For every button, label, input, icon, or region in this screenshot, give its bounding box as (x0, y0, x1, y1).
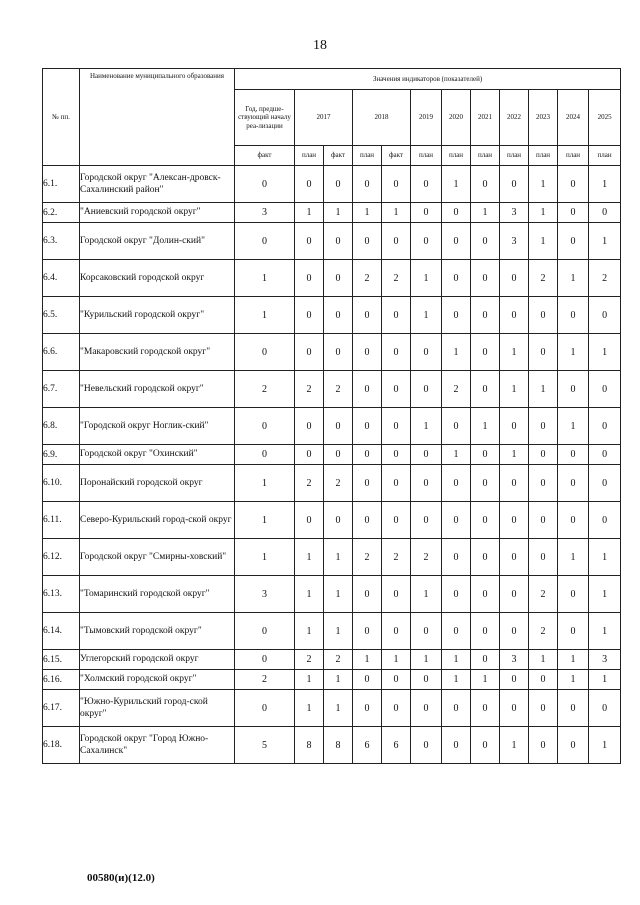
table-row (43, 690, 621, 727)
indicator-value: 0 (353, 445, 382, 465)
indicator-value: 3 (235, 203, 295, 223)
indicator-value: 0 (442, 465, 471, 502)
indicator-value: 6 (353, 727, 382, 764)
indicator-value: 0 (500, 260, 529, 297)
indicator-value: 0 (442, 539, 471, 576)
table-row (43, 613, 621, 650)
indicator-value: 0 (500, 465, 529, 502)
indicator-value: 0 (411, 445, 442, 465)
header-values: Значения индикаторов (показателей) (235, 69, 621, 90)
footer-code: 00580(и)(12.0) (87, 872, 155, 884)
indicator-value: 0 (589, 203, 621, 223)
indicator-value: 0 (500, 690, 529, 727)
indicator-value: 0 (442, 690, 471, 727)
indicator-value: 0 (471, 465, 500, 502)
row-number: 6.11. (43, 502, 80, 539)
indicator-value: 3 (500, 203, 529, 223)
indicator-value: 1 (558, 408, 589, 445)
header-year: 2023 (529, 90, 558, 146)
indicator-value: 0 (558, 613, 589, 650)
row-number: 6.2. (43, 203, 80, 223)
indicator-value: 1 (382, 650, 411, 670)
indicator-value: 2 (235, 371, 295, 408)
indicator-value: 0 (411, 613, 442, 650)
indicator-value: 0 (442, 613, 471, 650)
indicator-value: 1 (529, 371, 558, 408)
indicator-value: 0 (353, 223, 382, 260)
indicator-value: 0 (353, 166, 382, 203)
indicator-value: 0 (353, 297, 382, 334)
indicator-value: 1 (471, 203, 500, 223)
table-row (43, 727, 621, 764)
indicator-value: 0 (382, 465, 411, 502)
indicator-value: 0 (295, 502, 324, 539)
indicator-value: 0 (558, 166, 589, 203)
indicator-value: 0 (558, 223, 589, 260)
indicator-value: 2 (235, 670, 295, 690)
indicator-value: 2 (529, 613, 558, 650)
indicator-value: 0 (500, 502, 529, 539)
indicator-value: 0 (382, 166, 411, 203)
indicator-value: 0 (500, 670, 529, 690)
header-year: 2019 (411, 90, 442, 146)
municipality-name: Поронайский городской округ (80, 465, 235, 502)
table-row (43, 539, 621, 576)
indicator-value: 2 (295, 371, 324, 408)
municipality-name: "Южно-Курильский город-ской округ" (80, 690, 235, 727)
indicator-value: 0 (471, 650, 500, 670)
municipality-name: Углегорский городской округ (80, 650, 235, 670)
indicators-table (42, 68, 621, 764)
indicator-value: 0 (471, 334, 500, 371)
indicator-value: 0 (235, 223, 295, 260)
municipality-name: Городской округ "Алексан-дровск-Сахалинский район" (80, 166, 235, 203)
indicator-value: 0 (411, 334, 442, 371)
indicator-value: 2 (324, 371, 353, 408)
indicator-value: 1 (558, 334, 589, 371)
indicator-value: 0 (411, 502, 442, 539)
indicator-value: 0 (589, 690, 621, 727)
municipality-name: "Городской округ Ноглик-ский" (80, 408, 235, 445)
indicator-value: 1 (324, 670, 353, 690)
indicator-value: 0 (471, 297, 500, 334)
indicator-value: 1 (235, 539, 295, 576)
indicator-value: 2 (411, 539, 442, 576)
indicator-value: 1 (589, 613, 621, 650)
indicator-value: 0 (529, 445, 558, 465)
indicator-value: 0 (382, 371, 411, 408)
indicator-value: 1 (411, 260, 442, 297)
header-sub: план (558, 146, 589, 166)
row-number: 6.18. (43, 727, 80, 764)
row-number: 6.4. (43, 260, 80, 297)
indicator-value: 2 (529, 576, 558, 613)
row-number: 6.9. (43, 445, 80, 465)
municipality-name: Корсаковский городской округ (80, 260, 235, 297)
indicator-value: 1 (353, 203, 382, 223)
indicator-value: 0 (500, 576, 529, 613)
row-number: 6.17. (43, 690, 80, 727)
indicator-value: 0 (382, 690, 411, 727)
indicator-value: 0 (500, 166, 529, 203)
indicator-value: 1 (324, 576, 353, 613)
indicator-value: 3 (235, 576, 295, 613)
indicator-value: 1 (589, 670, 621, 690)
indicator-value: 6 (382, 727, 411, 764)
header-name: Наименование муниципального образования (80, 69, 235, 166)
table-row (43, 166, 621, 203)
indicator-value: 1 (500, 371, 529, 408)
indicator-value: 1 (295, 613, 324, 650)
indicator-value: 1 (589, 223, 621, 260)
indicator-value: 3 (500, 650, 529, 670)
indicator-value: 1 (382, 203, 411, 223)
row-number: 6.14. (43, 613, 80, 650)
indicator-value: 0 (558, 203, 589, 223)
header-sub: факт (324, 146, 353, 166)
indicator-value: 2 (382, 260, 411, 297)
row-number: 6.1. (43, 166, 80, 203)
indicator-value: 0 (235, 166, 295, 203)
row-number: 6.10. (43, 465, 80, 502)
indicator-value: 1 (353, 650, 382, 670)
indicator-value: 0 (324, 260, 353, 297)
indicator-value: 0 (442, 502, 471, 539)
indicator-value: 0 (324, 502, 353, 539)
row-number: 6.3. (43, 223, 80, 260)
indicator-value: 0 (471, 260, 500, 297)
indicator-value: 1 (589, 334, 621, 371)
municipality-name: "Томаринский городской округ" (80, 576, 235, 613)
indicator-value: 3 (500, 223, 529, 260)
indicator-value: 0 (324, 445, 353, 465)
indicator-value: 0 (529, 670, 558, 690)
indicator-value: 0 (471, 445, 500, 465)
header-year: 2020 (442, 90, 471, 146)
indicator-value: 0 (529, 690, 558, 727)
table-row (43, 203, 621, 223)
municipality-name: "Макаровский городской округ" (80, 334, 235, 371)
indicator-value: 1 (589, 166, 621, 203)
indicator-value: 0 (558, 727, 589, 764)
header-sub: план (500, 146, 529, 166)
table-row (43, 650, 621, 670)
indicator-value: 1 (442, 670, 471, 690)
indicator-value: 1 (558, 650, 589, 670)
indicator-value: 1 (295, 576, 324, 613)
indicator-value: 0 (442, 408, 471, 445)
indicator-value: 0 (442, 260, 471, 297)
indicator-value: 1 (589, 727, 621, 764)
header-year: 2021 (471, 90, 500, 146)
indicator-value: 1 (235, 297, 295, 334)
indicator-value: 1 (324, 203, 353, 223)
indicator-value: 0 (295, 260, 324, 297)
indicator-value: 0 (411, 690, 442, 727)
indicator-value: 0 (500, 408, 529, 445)
indicator-value: 0 (295, 334, 324, 371)
municipality-name: Городской округ "Город Южно-Сахалинск" (80, 727, 235, 764)
indicator-value: 1 (529, 650, 558, 670)
table-body (43, 166, 621, 764)
row-number: 6.12. (43, 539, 80, 576)
indicator-value: 1 (235, 260, 295, 297)
indicator-value: 0 (529, 334, 558, 371)
municipality-name: Городской округ "Долин-ский" (80, 223, 235, 260)
indicator-value: 1 (529, 203, 558, 223)
header-year-first: Год, предше-ствующий началу реа-лизации (235, 90, 295, 146)
header-sub: план (442, 146, 471, 166)
indicator-value: 0 (353, 465, 382, 502)
indicator-value: 1 (324, 613, 353, 650)
indicator-value: 0 (529, 297, 558, 334)
indicator-value: 0 (382, 670, 411, 690)
municipality-name: "Курильский городской округ" (80, 297, 235, 334)
indicator-value: 0 (353, 371, 382, 408)
indicator-value: 0 (442, 576, 471, 613)
indicator-value: 1 (589, 576, 621, 613)
indicator-value: 1 (295, 670, 324, 690)
row-number: 6.15. (43, 650, 80, 670)
municipality-name: "Аниевский городской округ" (80, 203, 235, 223)
indicator-value: 1 (411, 576, 442, 613)
indicator-value: 0 (558, 445, 589, 465)
header-sub: план (471, 146, 500, 166)
indicator-value: 1 (558, 539, 589, 576)
table-row (43, 297, 621, 334)
indicator-value: 0 (589, 465, 621, 502)
header-year: 2025 (589, 90, 621, 146)
indicator-value: 0 (382, 613, 411, 650)
indicator-value: 1 (411, 650, 442, 670)
header-sub: факт (382, 146, 411, 166)
indicator-value: 0 (411, 727, 442, 764)
indicator-value: 8 (324, 727, 353, 764)
indicator-value: 0 (235, 613, 295, 650)
indicator-value: 0 (589, 502, 621, 539)
indicator-value: 2 (589, 260, 621, 297)
indicator-value: 0 (295, 408, 324, 445)
indicator-value: 1 (471, 408, 500, 445)
indicator-value: 0 (500, 613, 529, 650)
indicator-value: 0 (500, 539, 529, 576)
municipality-name: Северо-Курильский город-ской округ (80, 502, 235, 539)
row-number: 6.8. (43, 408, 80, 445)
indicator-value: 2 (324, 650, 353, 670)
indicator-value: 0 (442, 223, 471, 260)
indicator-value: 0 (529, 727, 558, 764)
indicator-value: 0 (471, 539, 500, 576)
municipality-name: "Невельский городской округ" (80, 371, 235, 408)
indicator-value: 0 (589, 297, 621, 334)
indicator-value: 0 (324, 223, 353, 260)
indicator-value: 1 (500, 445, 529, 465)
indicator-value: 0 (353, 576, 382, 613)
indicator-value: 0 (471, 690, 500, 727)
indicator-value: 0 (353, 334, 382, 371)
indicator-value: 2 (442, 371, 471, 408)
indicator-value: 0 (295, 445, 324, 465)
table-row (43, 260, 621, 297)
header-sub: план (529, 146, 558, 166)
indicator-value: 0 (382, 408, 411, 445)
header-sub: план (295, 146, 324, 166)
indicator-value: 1 (295, 539, 324, 576)
table-row (43, 223, 621, 260)
indicator-value: 0 (295, 223, 324, 260)
table-row (43, 670, 621, 690)
indicator-value: 2 (324, 465, 353, 502)
indicator-value: 0 (324, 297, 353, 334)
indicator-value: 0 (471, 727, 500, 764)
indicator-value: 1 (235, 465, 295, 502)
indicator-value: 1 (235, 502, 295, 539)
indicator-value: 2 (295, 650, 324, 670)
indicator-value: 1 (471, 670, 500, 690)
row-number: 6.7. (43, 371, 80, 408)
indicator-value: 1 (295, 690, 324, 727)
indicator-value: 0 (558, 465, 589, 502)
header-year: 2024 (558, 90, 589, 146)
header-sub: план (589, 146, 621, 166)
indicator-value: 3 (589, 650, 621, 670)
indicator-value: 1 (442, 445, 471, 465)
table-row (43, 502, 621, 539)
indicator-value: 1 (500, 334, 529, 371)
indicator-value: 1 (442, 650, 471, 670)
indicator-value: 0 (235, 650, 295, 670)
municipality-name: Городской округ "Охинский" (80, 445, 235, 465)
indicator-value: 0 (382, 576, 411, 613)
indicator-value: 0 (558, 371, 589, 408)
indicator-value: 0 (471, 223, 500, 260)
indicator-value: 1 (589, 539, 621, 576)
indicator-value: 0 (353, 613, 382, 650)
header-sub: план (411, 146, 442, 166)
indicator-value: 0 (529, 408, 558, 445)
indicator-value: 0 (235, 408, 295, 445)
indicator-value: 0 (353, 408, 382, 445)
indicator-value: 1 (500, 727, 529, 764)
indicator-value: 0 (411, 670, 442, 690)
indicator-value: 2 (353, 539, 382, 576)
table-row (43, 445, 621, 465)
indicator-value: 0 (353, 690, 382, 727)
indicator-value: 0 (500, 297, 529, 334)
indicator-value: 0 (471, 502, 500, 539)
indicator-value: 8 (295, 727, 324, 764)
indicator-value: 0 (353, 502, 382, 539)
indicator-value: 0 (471, 576, 500, 613)
indicator-value: 2 (529, 260, 558, 297)
indicator-value: 0 (382, 223, 411, 260)
indicator-value: 1 (411, 297, 442, 334)
indicator-value: 0 (382, 502, 411, 539)
indicator-value: 0 (442, 727, 471, 764)
table-row (43, 408, 621, 445)
indicator-value: 1 (442, 334, 471, 371)
municipality-name: Городской округ "Смирны-ховский" (80, 539, 235, 576)
indicator-value: 0 (235, 334, 295, 371)
indicator-value: 0 (411, 203, 442, 223)
indicator-value: 1 (529, 166, 558, 203)
row-number: 6.6. (43, 334, 80, 371)
indicator-value: 0 (324, 408, 353, 445)
table-row (43, 334, 621, 371)
indicator-value: 1 (558, 260, 589, 297)
row-number: 6.16. (43, 670, 80, 690)
indicator-value: 0 (382, 445, 411, 465)
indicator-value: 1 (529, 223, 558, 260)
indicator-value: 0 (529, 539, 558, 576)
indicator-value: 2 (382, 539, 411, 576)
indicator-value: 1 (442, 166, 471, 203)
indicator-value: 0 (471, 166, 500, 203)
indicator-value: 0 (558, 576, 589, 613)
page-number: 18 (313, 38, 327, 53)
indicator-value: 0 (471, 613, 500, 650)
indicator-value: 0 (442, 203, 471, 223)
indicator-value: 0 (442, 297, 471, 334)
row-number: 6.13. (43, 576, 80, 613)
table-row (43, 576, 621, 613)
header-sub: факт (235, 146, 295, 166)
header-sub: план (353, 146, 382, 166)
indicator-value: 5 (235, 727, 295, 764)
indicator-value: 1 (324, 539, 353, 576)
indicator-value: 0 (324, 166, 353, 203)
indicator-value: 0 (558, 502, 589, 539)
municipality-name: "Тымовский городской округ" (80, 613, 235, 650)
municipality-name: "Холмский городской округ" (80, 670, 235, 690)
indicator-value: 0 (295, 297, 324, 334)
indicator-value: 0 (471, 371, 500, 408)
indicator-value: 0 (235, 690, 295, 727)
row-number: 6.5. (43, 297, 80, 334)
indicator-value: 0 (411, 166, 442, 203)
header-year: 2017 (295, 90, 353, 146)
table-row (43, 465, 621, 502)
indicator-value: 1 (558, 670, 589, 690)
header-year: 2018 (353, 90, 411, 146)
indicator-value: 2 (353, 260, 382, 297)
indicator-value: 1 (295, 203, 324, 223)
indicator-value: 1 (324, 690, 353, 727)
indicator-value: 2 (295, 465, 324, 502)
header-year: 2022 (500, 90, 529, 146)
indicator-value: 0 (382, 334, 411, 371)
header-num: № пп. (43, 69, 80, 166)
indicator-value: 0 (589, 371, 621, 408)
indicator-value: 0 (529, 502, 558, 539)
indicator-value: 0 (558, 690, 589, 727)
indicator-value: 0 (295, 166, 324, 203)
indicator-value: 0 (324, 334, 353, 371)
table-row (43, 371, 621, 408)
indicator-value: 0 (353, 670, 382, 690)
indicator-value: 0 (411, 371, 442, 408)
indicator-value: 0 (411, 465, 442, 502)
indicator-value: 0 (529, 465, 558, 502)
indicator-value: 0 (589, 408, 621, 445)
indicator-value: 0 (235, 445, 295, 465)
indicator-value: 0 (558, 297, 589, 334)
indicator-value: 0 (589, 445, 621, 465)
indicator-value: 0 (411, 223, 442, 260)
indicator-value: 0 (382, 297, 411, 334)
indicator-value: 1 (411, 408, 442, 445)
